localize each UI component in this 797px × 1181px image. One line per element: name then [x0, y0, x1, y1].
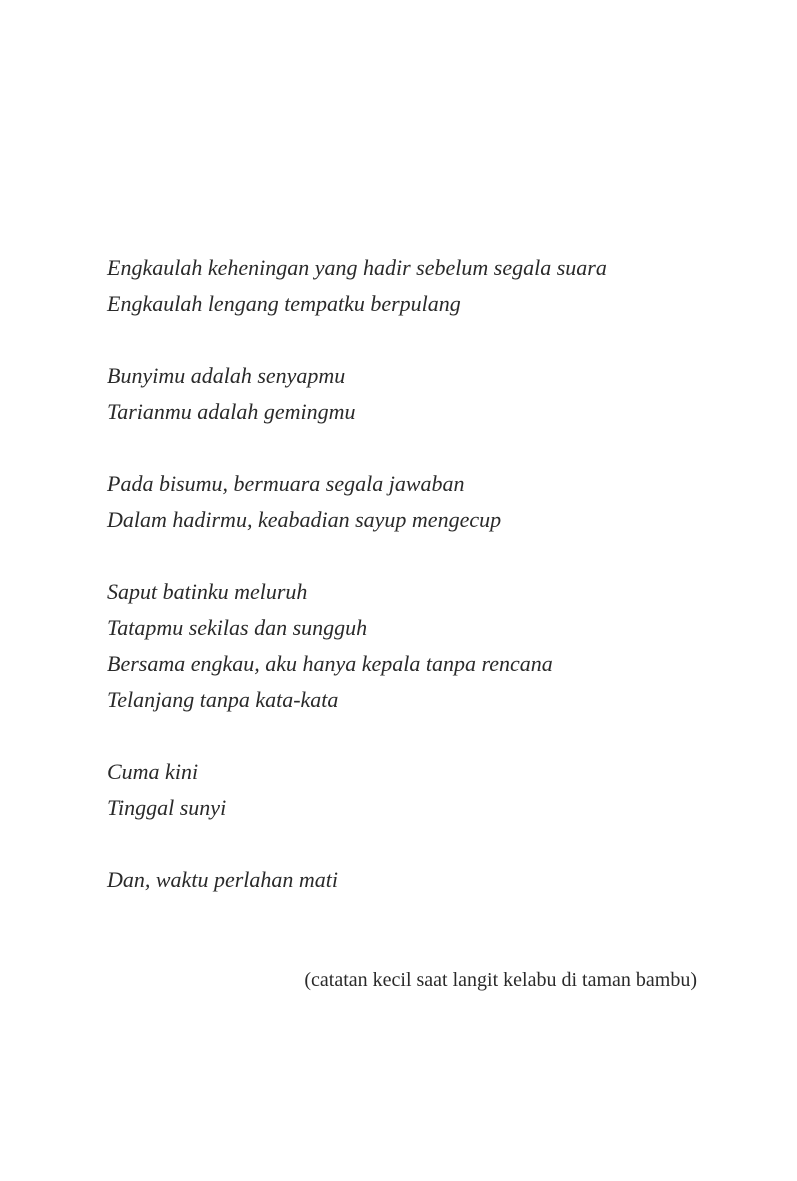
poem-line: Engkaulah lengang tempatku berpulang — [107, 291, 461, 316]
closing-note: (catatan kecil saat langit kelabu di taman bambu) — [304, 969, 697, 991]
poem-line: Engkaulah keheningan yang hadir sebelum segala suara — [107, 255, 607, 280]
poem-body — [107, 250, 727, 934]
stanza — [107, 754, 727, 826]
stanza — [107, 466, 727, 538]
poem-line: Dalam hadirmu, keabadian sayup mengecup — [107, 507, 502, 532]
poem-line: Bersama engkau, aku hanya kepala tanpa rencana — [107, 651, 553, 676]
poem-line: Bunyimu adalah senyapmu — [107, 363, 346, 388]
stanza — [107, 862, 727, 898]
stanza — [107, 250, 727, 322]
poem-line: Cuma kini — [107, 759, 199, 784]
poem-line: Dan, waktu perlahan mati — [107, 867, 338, 892]
poem-line: Tarianmu adalah gemingmu — [107, 399, 356, 424]
poem-line: Tinggal sunyi — [107, 795, 227, 820]
stanza — [107, 358, 727, 430]
poem-line: Telanjang tanpa kata-kata — [107, 687, 339, 712]
poem-line: Saput batinku meluruh — [107, 579, 308, 604]
poem-line: Tatapmu sekilas dan sungguh — [107, 615, 368, 640]
poem-line: Pada bisumu, bermuara segala jawaban — [107, 471, 465, 496]
stanza — [107, 574, 727, 718]
